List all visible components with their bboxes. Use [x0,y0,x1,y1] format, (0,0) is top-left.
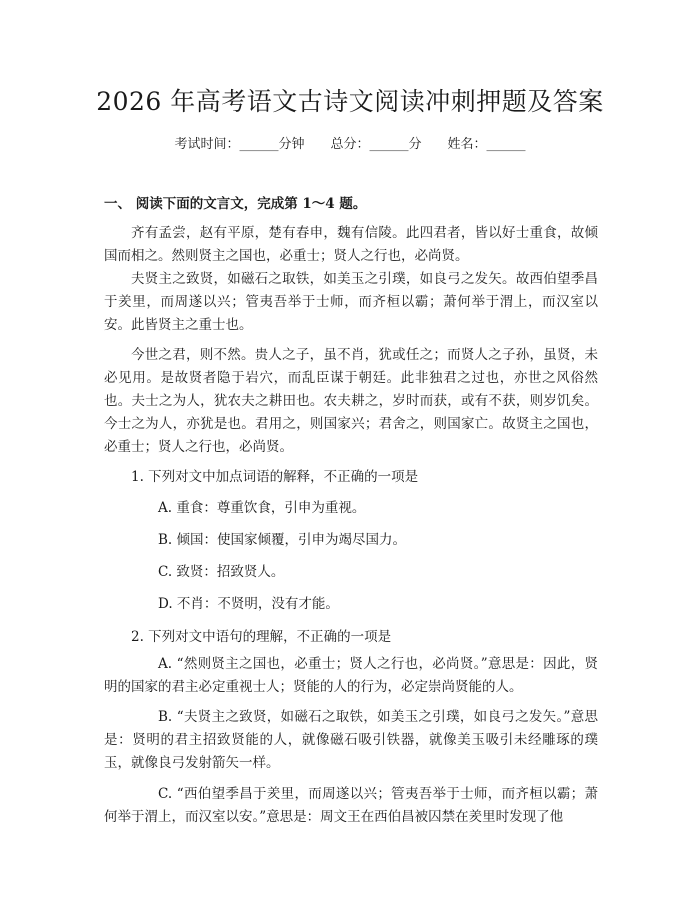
time-blank: ______分钟 [239,137,305,152]
passage-paragraph-1: 齐有孟尝，赵有平原，楚有春申，魏有信陵。此四君者，皆以好士重食，故倾国而相之。然则贤主之国也，必重士；贤人之行也，必尚贤。 [104,225,598,264]
question-1-stem: 1. 下列对文中加点词语的解释，不正确的一项是 [131,469,419,485]
document-title: 2026 年高考语文古诗文阅读冲刺押题及答案 [96,87,604,116]
passage-paragraph-3: 今世之君，则不然。贵人之子，虽不肖，犹或任之；而贤人之子孙，虽贤，未必见用。是故贤者隐于岩穴，而乱臣谋于朝廷。此非独君之过也，亦世之风俗然也。夫士之为人，犹农夫之耕田也。农夫耕之，岁时而获，或有不获，则岁饥矣。今士之为人，亦犹是也。君用之，则国家兴；君舍之，则国家亡。故贤主之国也，必重士；贤人之行也，必尚贤。 [104,347,598,455]
question-2-option-a: A. “然则贤主之国也，必重士；贤人之行也，必尚贤。”意思是：因此，贤明的国家的君主必定重视士人；贤能的人的行为，必定崇尚贤能的人。 [104,656,598,695]
question-2-stem: 2. 下列对文中语句的理解，不正确的一项是 [131,629,392,645]
exam-info-line [0,133,700,152]
question-1-option-d: D. 不肖：不贤明，没有才能。 [158,596,339,612]
question-1-option-c: C. 致贤：招致贤人。 [158,564,285,580]
question-1-option-b: B. 倾国：使国家倾覆，引申为竭尽国力。 [158,532,407,548]
question-1-option-a: A. 重食：尊重饮食，引申为重视。 [158,500,366,516]
section-heading: 一、 阅读下面的文言文，完成第 1～4 题。 [104,196,367,212]
name-label: 姓名： [447,137,487,152]
time-label: 考试时间： [174,137,240,152]
score-label: 总分： [330,137,370,152]
name-blank: ______ [486,137,526,152]
question-2-option-c: C. “西伯望季昌于羑里，而周遂以兴；管夷吾举于士师，而齐桓以霸；萧何举于渭上，而汉室以安。”意思是：周文王在西伯昌被囚禁在羑里时发现了他 [104,786,598,825]
score-blank: ______分 [369,137,422,152]
passage-paragraph-2: 夫贤主之致贤，如磁石之取铁，如美玉之引璞，如良弓之发矢。故西伯望季昌于羑里，而周遂以兴；管夷吾举于士师，而齐桓以霸；萧何举于渭上，而汉室以安。此皆贤主之重士也。 [104,271,598,333]
question-2-option-b: B. “夫贤主之致贤，如磁石之取铁，如美玉之引璞，如良弓之发矢。”意思是：贤明的君主招致贤能的人，就像磁石吸引铁器，就像美玉吸引未经雕琢的璞玉，就像良弓发射箭矢一样。 [104,709,598,771]
